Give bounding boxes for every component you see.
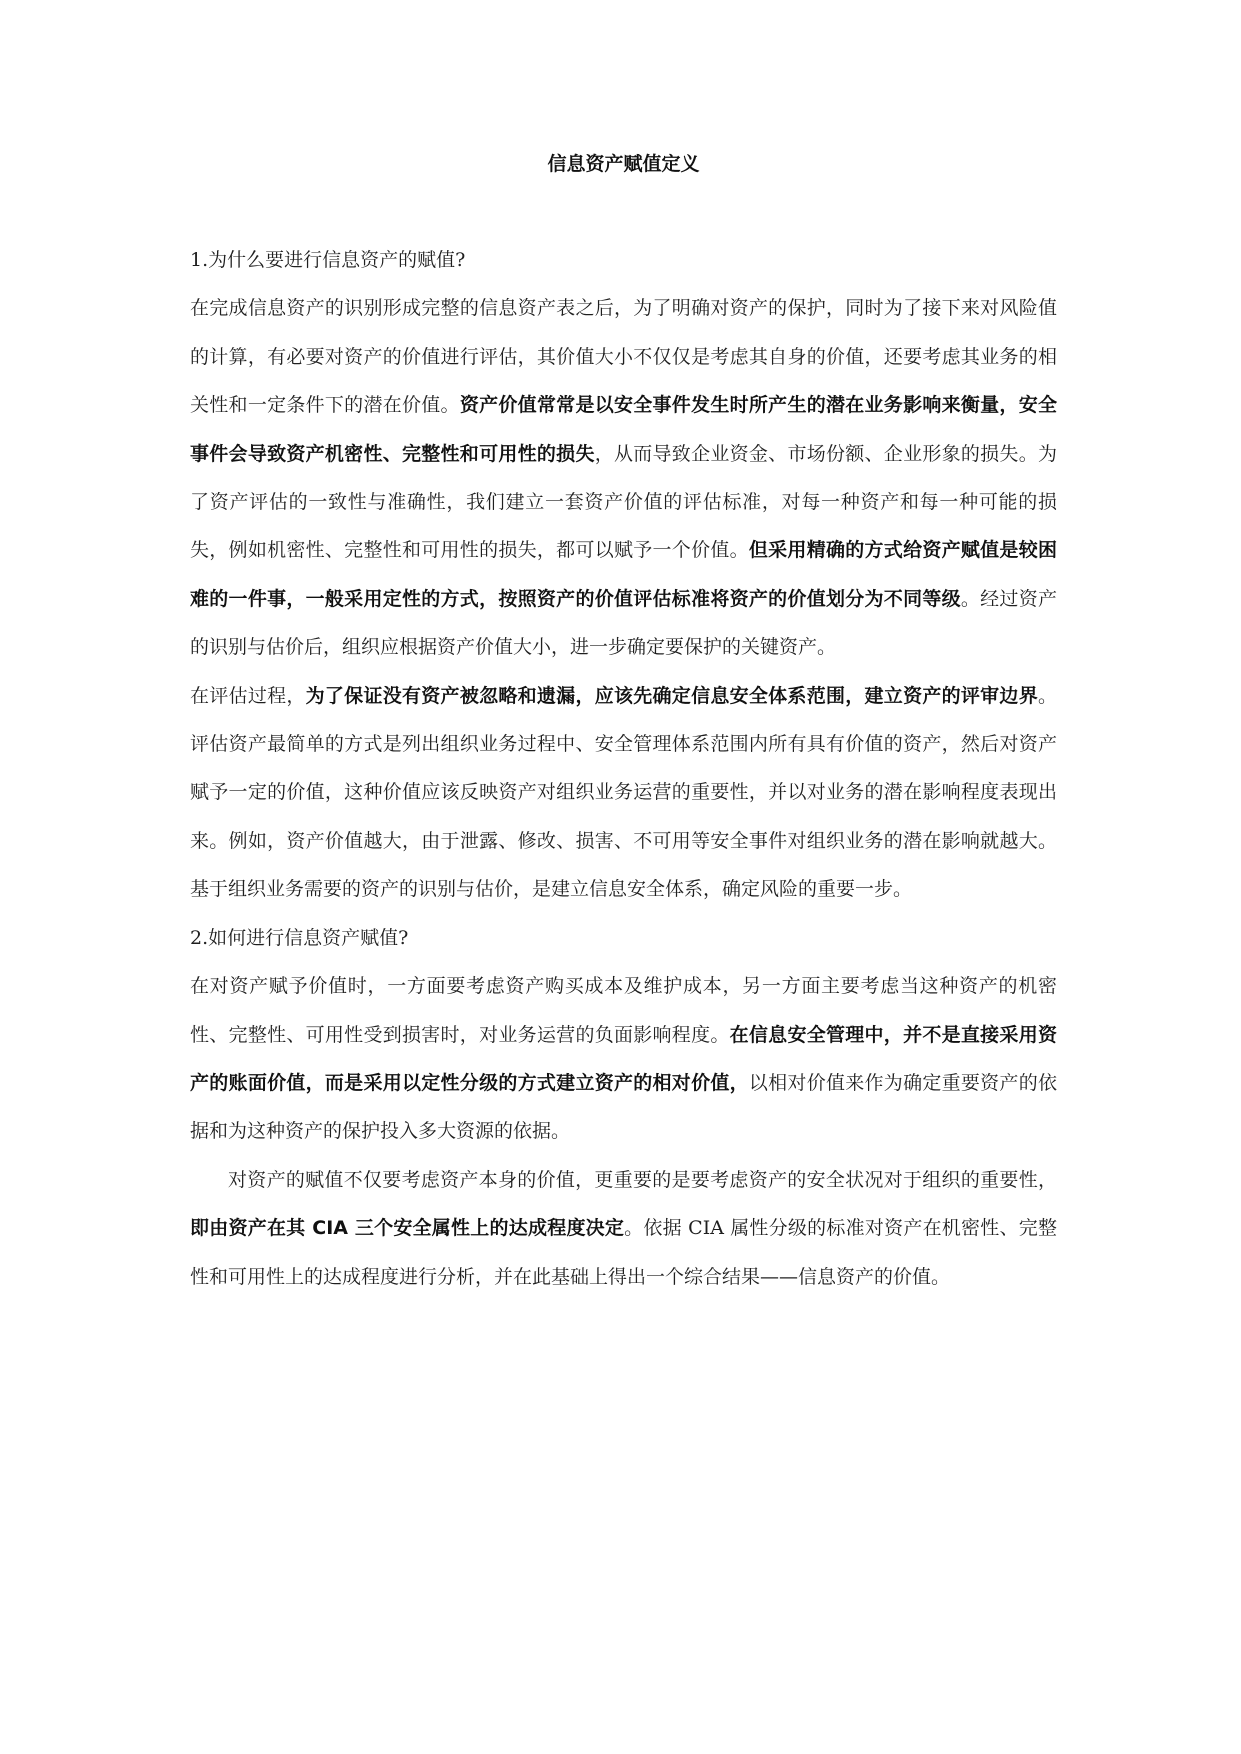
bold-text-run: 在信息安全管理中，并不是直接采用资产的账面价值，而是采用以定性分级的方式建立资产的相对价值， [190,1023,1057,1094]
text-run: 在对资产赋予价值时，一方面要考虑资产购买成本及维护成本，另一方面主要考虑当这种资产的机密性、完整性、可用性受到损害时，对业务运营的负面影响程度。 [190,975,1057,1046]
section-1-paragraph-2 [190,672,1057,914]
bold-text-run: 但采用精确的方式给资产赋值是较困难的一件事，一般采用定性的方式，按照资产的价值评估标准将资产的价值划分为不同等级 [190,539,1057,610]
bold-text-run: 即由资产在其 CIA 三个安全属性上的达成程度决定 [190,1217,625,1240]
bold-text-run: 资产价值常常是以安全事件发生时所产生的潜在业务影响来衡量，安全事件会导致资产机密性、完整性和可用性的损失 [190,394,1057,465]
text-run: 在评估过程， [190,684,306,707]
section-1-heading: 1.为什么要进行信息资产的赋值? [190,249,466,271]
text-run: ，从而导致企业资金、市场份额、企业形象的损失。为了资产评估的一致性与准确性，我们建立一套资产价值的评估标准，对每一种资产和每一种可能的损失，例如机密性、完整性和可用性的损失，都可以赋予一个价值。 [190,442,1057,562]
text-run: 对资产的赋值不仅要考虑资产本身的价值，更重要的是要考虑资产的安全状况对于组织的重要性， [228,1168,1057,1191]
section-2-heading: 2.如何进行信息资产赋值? [190,926,409,949]
section-2-paragraph-1 [190,962,1057,1156]
text-run: 以相对价值来作为确定重要资产的依据和为这种资产的保护投入多大资源的依据。 [190,1071,1057,1143]
text-run: 。经过资产的识别与估价后，组织应根据资产价值大小，进一步确定要保护的关键资产。 [190,587,1057,659]
document-title: 信息资产赋值定义 [547,153,700,175]
document-body [190,140,1057,1301]
section-1-paragraph-1 [190,284,1057,671]
bold-text-run: 为了保证没有资产被忽略和遗漏，应该先确定信息安全体系范围，建立资产的评审边界 [305,684,1038,707]
text-run: 。评估资产最简单的方式是列出组织业务过程中、安全管理体系范围内所有具有价值的资产，然后对资产赋予一定的价值，这种价值应该反映资产对组织业务运营的重要性，并以对业务的潜在影响程度表现出来。例如，资产价值越大，由于泄露、修改、损害、不可用等安全事件对组织业务的潜在影响就越大。基于组织业务需要的资产的识别与估价，是建立信息安全体系，确定风险的重要一步。 [190,684,1057,901]
section-2-paragraph-2 [190,1156,1057,1301]
text-run: 。依据 CIA 属性分级的标准对资产在机密性、完整性和可用性上的达成程度进行分析，并在此基础上得出一个综合结果——信息资产的价值。 [190,1217,1057,1288]
text-run: 在完成信息资产的识别形成完整的信息资产表之后，为了明确对资产的保护，同时为了接下来对风险值的计算，有必要对资产的价值进行评估，其价值大小不仅仅是考虑其自身的价值，还要考虑其业务的相关性和一定条件下的潜在价值。 [190,297,1057,417]
